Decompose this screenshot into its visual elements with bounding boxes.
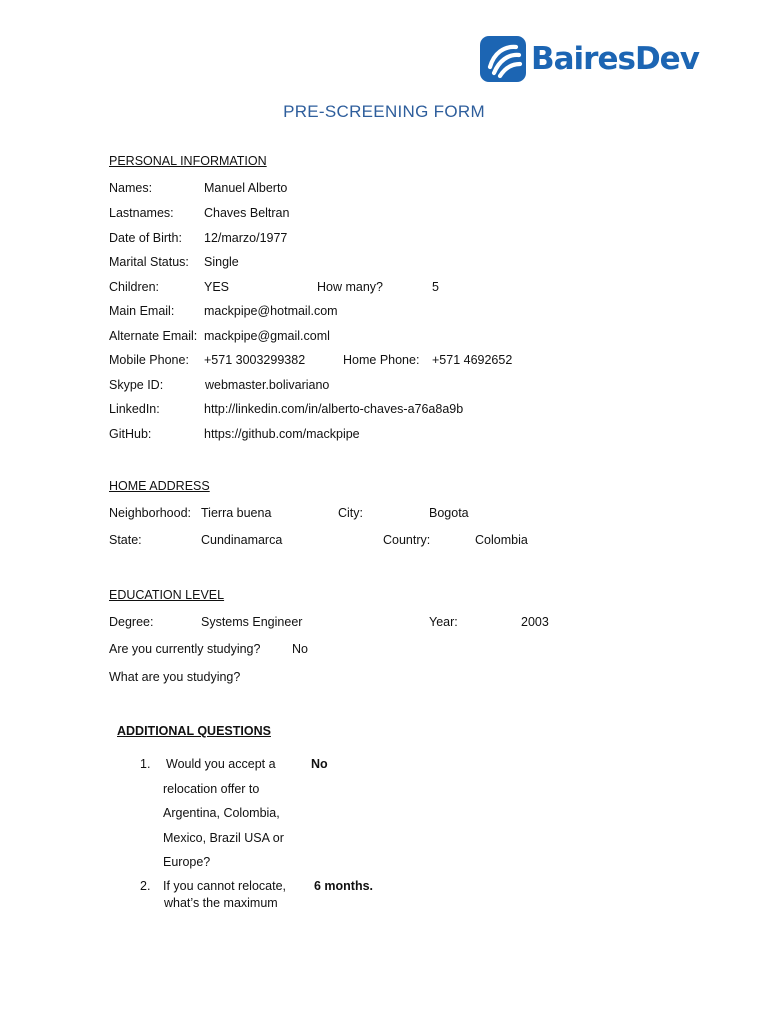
github-label: GitHub: bbox=[109, 427, 152, 441]
state-value: Cundinamarca bbox=[201, 533, 283, 547]
question-1-line-1: Would you accept a bbox=[166, 757, 276, 771]
country-value: Colombia bbox=[475, 533, 528, 547]
bairesdev-logo bbox=[480, 36, 699, 82]
names-value: Manuel Alberto bbox=[204, 181, 288, 195]
marital-status-value: Single bbox=[204, 255, 239, 269]
names-label: Names: bbox=[109, 181, 153, 195]
question-1-number: 1. bbox=[140, 757, 151, 771]
mobile-phone-label: Mobile Phone: bbox=[109, 353, 189, 367]
question-1-line-3: Argentina, Colombia, bbox=[163, 806, 280, 820]
skype-id-label: Skype ID: bbox=[109, 378, 164, 392]
bairesdev-logo-text: BairesDev bbox=[531, 41, 699, 77]
degree-value: Systems Engineer bbox=[201, 615, 303, 629]
children-value: YES bbox=[204, 280, 230, 294]
github-value: https://github.com/mackpipe bbox=[204, 427, 360, 441]
question-2-number: 2. bbox=[140, 879, 151, 893]
currently-studying-label: Are you currently studying? bbox=[109, 642, 261, 656]
main-email-label: Main Email: bbox=[109, 304, 175, 318]
dob-value: 12/marzo/1977 bbox=[204, 231, 288, 245]
state-label: State: bbox=[109, 533, 142, 547]
main-email-value: mackpipe@hotmail.com bbox=[204, 304, 338, 318]
city-value: Bogota bbox=[429, 506, 469, 520]
country-label: Country: bbox=[383, 533, 431, 547]
lastnames-label: Lastnames: bbox=[109, 206, 174, 220]
question-1-line-5: Europe? bbox=[163, 855, 211, 869]
question-2-line-2: what’s the maximum bbox=[164, 896, 278, 910]
bairesdev-logo-icon bbox=[480, 36, 526, 82]
neighborhood-value: Tierra buena bbox=[201, 506, 272, 520]
neighborhood-label: Neighborhood: bbox=[109, 506, 192, 520]
lastnames-value: Chaves Beltran bbox=[204, 206, 290, 220]
mobile-phone-value: +571 3003299382 bbox=[204, 353, 306, 367]
question-1-line-2: relocation offer to bbox=[163, 782, 260, 796]
city-label: City: bbox=[338, 506, 363, 520]
linkedin-value: http://linkedin.com/in/alberto-chaves-a76a8a9b bbox=[204, 402, 464, 416]
marital-status-label: Marital Status: bbox=[109, 255, 189, 269]
section-heading-additional-questions: ADDITIONAL QUESTIONS bbox=[117, 724, 271, 738]
home-phone-value: +571 4692652 bbox=[432, 353, 513, 367]
alternate-email-value: mackpipe@gmail.coml bbox=[204, 329, 330, 343]
home-phone-label: Home Phone: bbox=[343, 353, 420, 367]
page-title: PRE-SCREENING FORM bbox=[283, 102, 485, 121]
section-heading-home-address: HOME ADDRESS bbox=[109, 479, 210, 493]
section-heading-personal-information: PERSONAL INFORMATION bbox=[109, 154, 267, 168]
what-studying-label: What are you studying? bbox=[109, 670, 241, 684]
how-many-value: 5 bbox=[432, 280, 439, 294]
linkedin-label: LinkedIn: bbox=[109, 402, 160, 416]
year-label: Year: bbox=[429, 615, 458, 629]
currently-studying-value: No bbox=[292, 642, 308, 656]
how-many-label: How many? bbox=[317, 280, 383, 294]
question-1-answer: No bbox=[311, 757, 328, 771]
question-1-line-4: Mexico, Brazil USA or bbox=[163, 831, 284, 845]
year-value: 2003 bbox=[521, 615, 549, 629]
children-label: Children: bbox=[109, 280, 160, 294]
skype-id-value: webmaster.bolivariano bbox=[205, 378, 330, 392]
alternate-email-label: Alternate Email: bbox=[109, 329, 198, 343]
dob-label: Date of Birth: bbox=[109, 231, 182, 245]
degree-label: Degree: bbox=[109, 615, 154, 629]
section-heading-education-level: EDUCATION LEVEL bbox=[109, 588, 225, 602]
question-2-line-1: If you cannot relocate, bbox=[163, 879, 286, 893]
question-2-answer: 6 months. bbox=[314, 879, 374, 893]
